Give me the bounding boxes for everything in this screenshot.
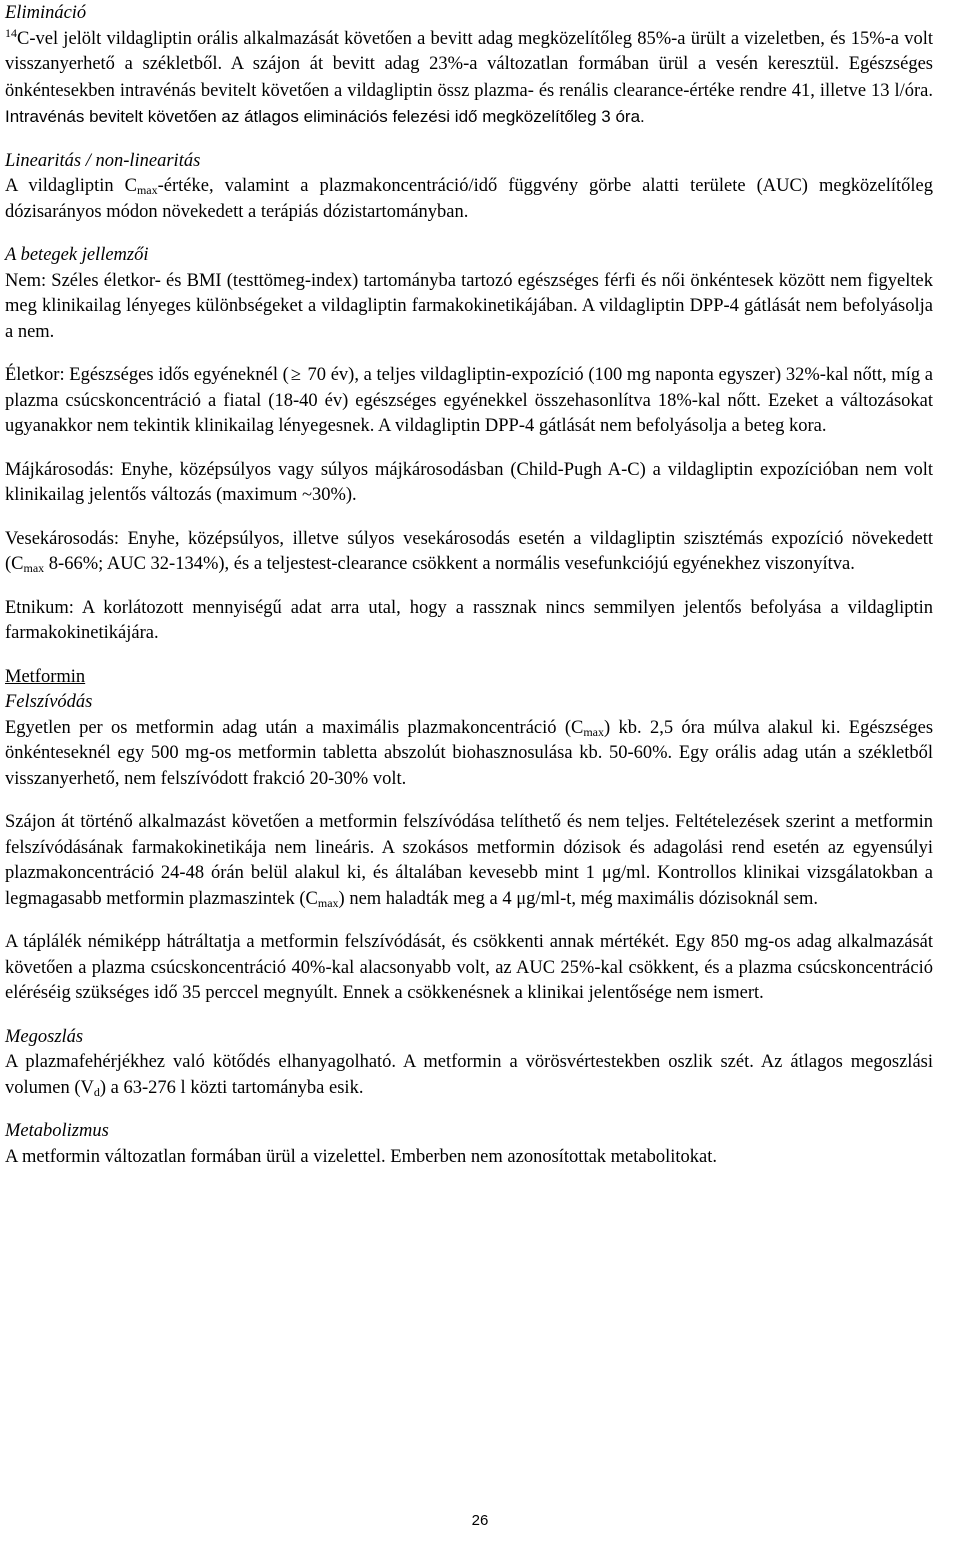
age-paragraph — [5, 363, 933, 440]
document-body — [5, 1, 933, 1170]
elimination-half-life-text: Intravénás bevitelt követően az átlagos eliminációs felezési idő megközelítőleg 3 óra. — [5, 107, 645, 126]
absorption-saturation-text-end: ) nem haladták meg a 4 μg/ml-t, még maximális dózisoknál sem. — [338, 888, 819, 909]
absorption-saturation-text-start: Szájon át történő alkalmazást követően a metformin felszívódása telíthető és nem teljes. Feltételezések szerint a metformin felszívódásának farmakokinetikája nem lineáris. A szokásos metformin dózisok és adagolási rend esetén az egyensúlyi plazmakoncentráció 24-48 órán belül alakul ki, és általában kevesebb mint 1 μg/ml. Kontrollos klinikai vizsgálatokban a legmagasabb metformin plazmaszintek (C — [5, 812, 933, 909]
cmax-subscript: max — [583, 724, 605, 739]
linearity-paragraph — [5, 174, 933, 225]
age-text-end: 70 év), a teljes vildagliptin-expozíció (100 mg naponta egyszer) 32%-kal nőtt, míg a plazma csúcskoncentráció a fiatal (18-40 év) egészséges egyénekkel összehasonlítva 18%-kal nőtt. Ezeket a változásokat ugyanakkor nem tekintik klinikailag lényegesnek. A vildagliptin DPP-4 gátlását nem befolyásolja a beteg kora. — [5, 365, 933, 436]
food-effect-paragraph: A táplálék némiképp hátráltatja a metformin felszívódását, és csökkenti annak mértékét. Egy 850 mg-os adag alkalmazását követően a plazma csúcskoncentráció 40%-kal alacsonyabb volt, az AUC 25%-kal csökkent, és a plazma csúcskoncentráció eléréséig szükséges idő 35 perccel megnyúlt. Ennek a csökkenésnek a klinikai jelentősége nem ismert. — [5, 932, 933, 1003]
absorption-paragraph-2 — [5, 810, 933, 912]
absorption-text-start: Egyetlen per os metformin adag után a maximális plazmakoncentráció (C — [5, 717, 584, 738]
renal-impairment-paragraph — [5, 527, 933, 578]
linearity-text-start: A vildagliptin C — [5, 176, 137, 196]
metabolism-paragraph: A metformin változatlan formában ürül a vizelettel. Emberben nem azonosítottak metabolitokat. — [5, 1146, 718, 1167]
liver-impairment-paragraph: Májkárosodás: Enyhe, középsúlyos vagy súlyos májkárosodásban (Child-Pugh A-C) a vildagliptin expozícióban nem volt klinikailag jelentős változás (maximum ~30%). — [5, 459, 933, 505]
renal-text-end: 8-66%; AUC 32-134%), és a teljestest-clearance csökkent a normális vesefunkciójú egyénekhez viszonyítva. — [44, 554, 855, 574]
distribution-text-start: A plazmafehérjékhez való kötődés elhanyagolható. A metformin a vörösvértestekben oszlik szét. Az átlagos megoszlási volumen (V — [5, 1052, 933, 1098]
vd-subscript: d — [93, 1084, 100, 1099]
isotope-superscript: 14 — [5, 25, 17, 40]
elimination-paragraph — [5, 27, 933, 131]
distribution-heading: Megoszlás — [5, 1026, 84, 1047]
linearity-text-end: -értéke, valamint a plazmakoncentráció/idő függvény görbe alatti területe (AUC) megközelítőleg dózisarányos módon növekedett a terápiás dózistartományban. — [5, 176, 933, 222]
greater-equal-symbol: ≥ — [290, 365, 301, 385]
distribution-text-end: ) a 63-276 l közti tartományba esik. — [99, 1077, 364, 1098]
absorption-heading: Felszívódás — [5, 692, 93, 712]
metabolism-heading: Metabolizmus — [5, 1121, 109, 1141]
ethnicity-paragraph: Etnikum: A korlátozott mennyiségű adat arra utal, hogy a rassznak nincs semmilyen jelentős befolyása a vildagliptin farmakokinetikájára. — [5, 597, 933, 643]
renal-text-start: Vesekárosodás: Enyhe, középsúlyos, illetve súlyos vesekárosodás esetén a vildagliptin szisztémás expozíció növekedett (C — [5, 528, 933, 574]
age-text-start: Életkor: Egészséges idős egyéneknél ( — [5, 365, 289, 385]
absorption-text-end: ) kb. 2,5 óra múlva alakul ki. Egészséges önkénteseknél egy 500 mg-os metformin tabletta abszolút biohasznosulása kb. 50-60%. Egy orális adag után a székletből visszanyerhető, nem felszívódott frakció 20-30% volt. — [5, 717, 934, 789]
cmax-subscript: max — [23, 561, 45, 575]
cmax-subscript: max — [317, 895, 339, 910]
linearity-heading: Linearitás / non-linearitás — [5, 150, 201, 171]
distribution-paragraph — [5, 1050, 933, 1101]
sex-paragraph: Nem: Széles életkor- és BMI (testtömeg-index) tartományba tartozó egészséges férfi és női önkéntesek között nem figyeltek meg klinikailag lényeges különbségeket a vildagliptin farmakokinetikájában. A vildagliptin DPP-4 gátlását nem befolyásolja a nem. — [5, 270, 933, 342]
patient-characteristics-heading: A betegek jellemzői — [5, 245, 149, 265]
metformin-heading: Metformin — [5, 666, 86, 687]
cmax-subscript: max — [136, 183, 158, 197]
elimination-heading: Elimináció — [5, 3, 87, 23]
page-number: 26 — [471, 1512, 489, 1529]
absorption-paragraph-1 — [5, 716, 933, 793]
elimination-text: C-vel jelölt vildagliptin orális alkalmazását követően a bevitt adag megközelítőleg 85%-a ürült a vizeletben, és 15%-a volt visszanyerhető a székletből. A szájon át bevitt adag 23%-a változatlan formában ürül a vesén keresztül. Egészséges önkéntesekben intravénás bevitelt követően a vildagliptin össz plazma- és renális clearance-értéke rendre 41, illetve 13 l/óra. — [5, 28, 933, 101]
